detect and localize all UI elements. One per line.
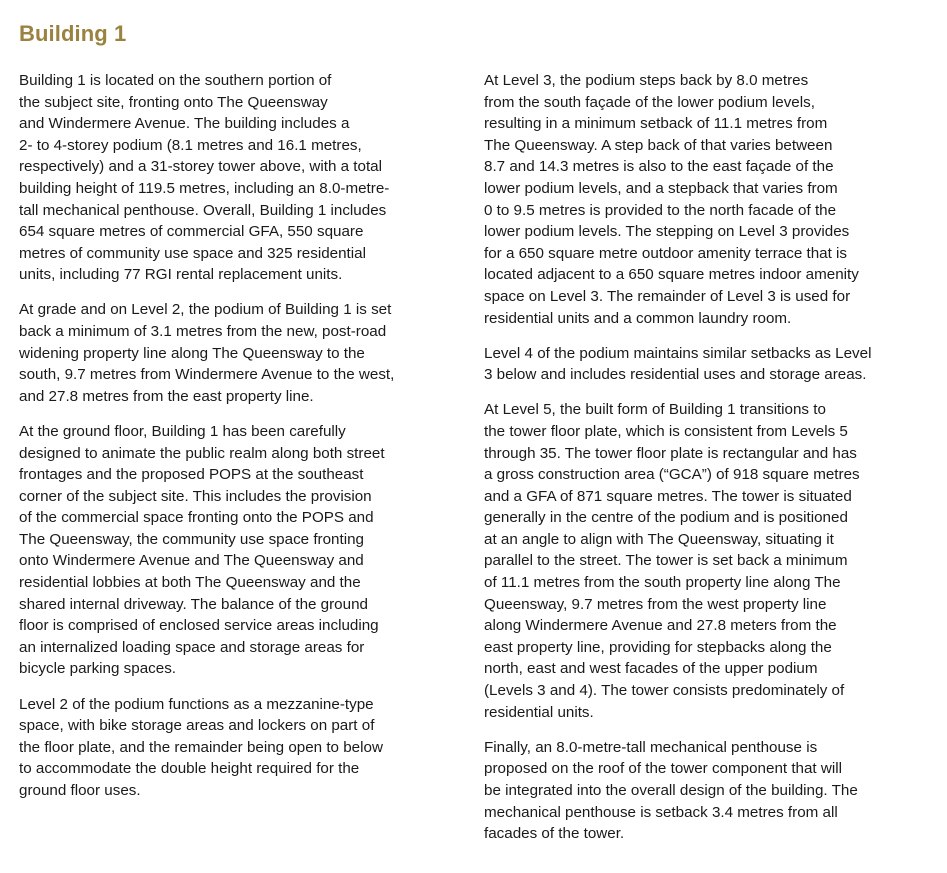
text-line: units, including 77 RGI rental replacement units. — [19, 266, 343, 284]
paragraph-ground-floor — [19, 421, 459, 680]
text-line: The Queensway. A step back of that varies between — [484, 136, 833, 154]
text-line: widening property line along The Queensway to the — [19, 344, 365, 362]
text-line: Level 4 of the podium maintains similar setbacks as Level — [484, 344, 872, 362]
left-column — [19, 70, 459, 815]
text-line: the floor plate, and the remainder being open to below — [19, 738, 383, 756]
text-line: Queensway, 9.7 metres from the west property line — [484, 595, 827, 613]
text-line: building height of 119.5 metres, including an 8.0-metre- — [19, 179, 390, 197]
text-line: east property line, providing for stepbacks along the — [484, 638, 832, 656]
text-line: At grade and on Level 2, the podium of Building 1 is set — [19, 301, 392, 319]
text-line: shared internal driveway. The balance of the ground — [19, 595, 368, 613]
paragraph-level5-tower — [484, 399, 924, 723]
text-line: through 35. The tower floor plate is rectangular and has — [484, 444, 857, 462]
text-line: for a 650 square metre outdoor amenity terrace that is — [484, 244, 848, 262]
text-line: (Levels 3 and 4). The tower consists predominately of — [484, 682, 845, 700]
text-line: of 11.1 metres from the south property line along The — [484, 574, 841, 592]
text-line: Building 1 is located on the southern portion of — [19, 72, 332, 89]
text-line: lower podium levels, and a stepback that varies from — [484, 179, 838, 197]
text-line: Finally, an 8.0-metre-tall mechanical penthouse is — [484, 738, 818, 756]
text-line: frontages and the proposed POPS at the southeast — [19, 466, 364, 484]
text-line: ground floor uses. — [19, 781, 141, 799]
text-line: proposed on the roof of the tower component that will — [484, 760, 842, 778]
paragraph-level2 — [19, 694, 459, 802]
text-line: from the south façade of the lower podium levels, — [484, 93, 815, 111]
text-line: Level 2 of the podium functions as a mezzanine-type — [19, 695, 374, 713]
text-line: to accommodate the double height required for the — [19, 760, 360, 778]
text-line: The Queensway, the community use space fronting — [19, 530, 364, 548]
text-line: be integrated into the overall design of the building. The — [484, 781, 858, 799]
text-line: metres of community use space and 325 residential — [19, 244, 366, 262]
paragraph-penthouse — [484, 737, 924, 845]
text-line: back a minimum of 3.1 metres from the new, post-road — [19, 323, 387, 341]
text-line: residential units and a common laundry room. — [484, 309, 792, 327]
text-line: an internalized loading space and storage areas for — [19, 638, 365, 656]
text-line: 654 square metres of commercial GFA, 550 square — [19, 223, 364, 241]
text-line: north, east and west facades of the upper podium — [484, 660, 818, 678]
right-column — [484, 70, 924, 858]
text-line: at an angle to align with The Queensway, situating it — [484, 530, 834, 548]
text-line: the subject site, fronting onto The Queensway — [19, 93, 328, 111]
text-line: and a GFA of 871 square metres. The tower is situated — [484, 487, 852, 505]
text-line: and Windermere Avenue. The building includes a — [19, 115, 350, 133]
text-line: space on Level 3. The remainder of Level 3 is used for — [484, 287, 851, 305]
text-line: lower podium levels. The stepping on Level 3 provides — [484, 223, 850, 241]
text-line: bicycle parking spaces. — [19, 660, 177, 678]
text-line: a gross construction area (“GCA”) of 918 square metres — [484, 466, 860, 484]
paragraph-location — [19, 70, 459, 286]
text-line: along Windermere Avenue and 27.8 meters from the — [484, 617, 837, 635]
text-line: 8.7 and 14.3 metres is also to the east façade of the — [484, 158, 834, 176]
text-line: residential lobbies at both The Queensway and the — [19, 574, 361, 592]
text-line: At Level 5, the built form of Building 1 transitions to — [484, 401, 826, 419]
text-line: onto Windermere Avenue and The Queensway and — [19, 552, 364, 570]
text-line: parallel to the street. The tower is set back a minimum — [484, 552, 848, 570]
text-line: the tower floor plate, which is consistent from Levels 5 — [484, 422, 848, 440]
text-line: 0 to 9.5 metres is provided to the north facade of the — [484, 201, 837, 219]
page-title: Building 1 — [19, 21, 127, 46]
text-line: and 27.8 metres from the east property line. — [19, 387, 314, 405]
text-line: of the commercial space fronting onto the POPS and — [19, 509, 374, 527]
text-line: At Level 3, the podium steps back by 8.0 metres — [484, 72, 809, 89]
paragraph-level4 — [484, 343, 924, 386]
paragraph-grade-level2 — [19, 299, 459, 407]
text-line: space, with bike storage areas and lockers on part of — [19, 717, 375, 735]
text-line: 2- to 4-storey podium (8.1 metres and 16.1 metres, — [19, 136, 362, 154]
text-line: 3 below and includes residential uses and storage areas. — [484, 366, 867, 384]
text-line: respectively) and a 31-storey tower above, with a total — [19, 158, 382, 176]
text-line: At the ground floor, Building 1 has been carefully — [19, 422, 346, 440]
text-line: located adjacent to a 650 square metres indoor amenity — [484, 266, 859, 284]
text-line: floor is comprised of enclosed service areas including — [19, 617, 379, 635]
paragraph-level3 — [484, 70, 924, 329]
text-line: generally in the centre of the podium and is positioned — [484, 509, 848, 527]
text-line: facades of the tower. — [484, 825, 625, 843]
text-line: mechanical penthouse is setback 3.4 metres from all — [484, 803, 838, 821]
text-line: residential units. — [484, 703, 594, 721]
text-line: resulting in a minimum setback of 11.1 metres from — [484, 115, 828, 133]
text-line: south, 9.7 metres from Windermere Avenue to the west, — [19, 366, 395, 384]
text-line: designed to animate the public realm along both street — [19, 444, 385, 462]
text-line: corner of the subject site. This includes the provision — [19, 487, 372, 505]
text-line: tall mechanical penthouse. Overall, Building 1 includes — [19, 201, 387, 219]
